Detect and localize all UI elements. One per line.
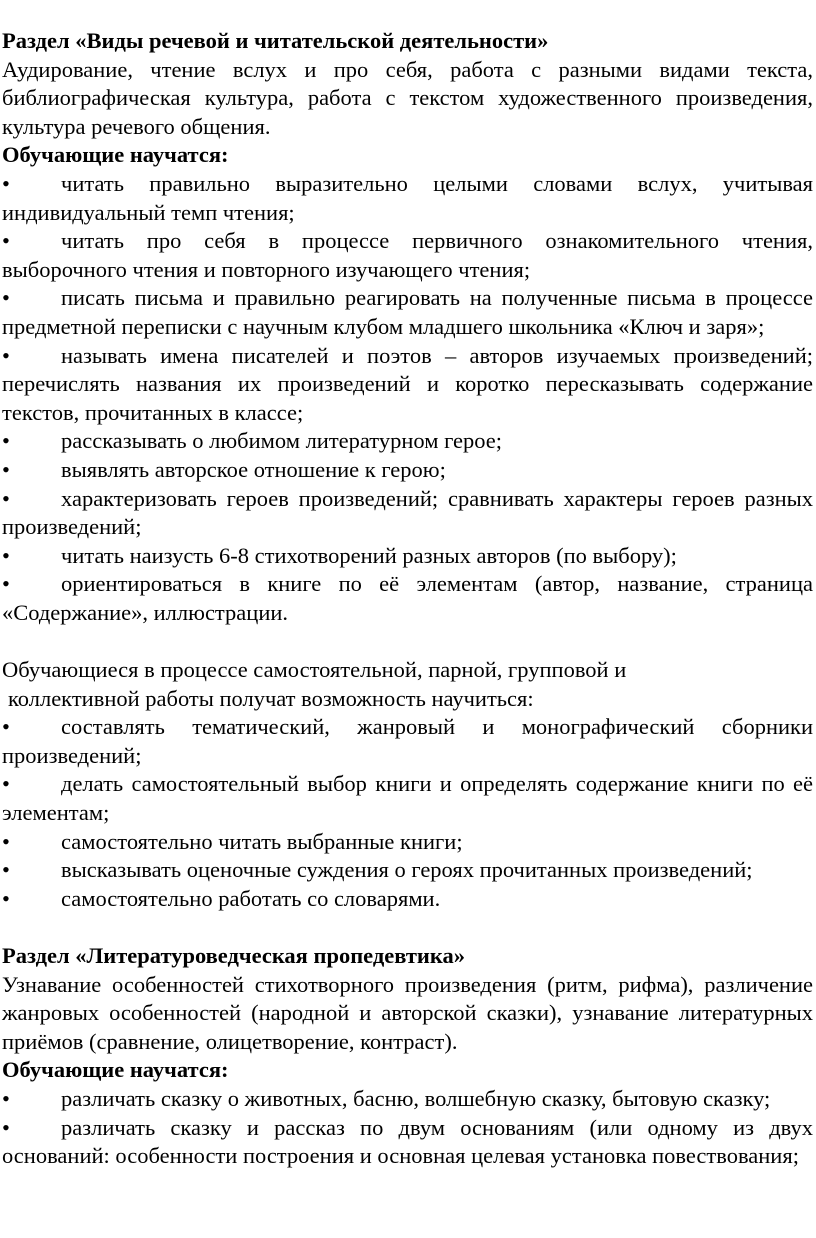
section1-learners-heading: Обучающие научатся: <box>2 142 229 168</box>
list-item: • высказывать оценочные суждения о героях прочитанных произведений; <box>2 856 813 885</box>
list-item: • различать сказку и рассказ по двум основаниям (или одному из двух оснований: особенности построения и основная целевая установка повествования; <box>2 1114 813 1169</box>
section2-learners-heading: Обучающие научатся: <box>2 1057 229 1083</box>
list-item: • читать про себя в процессе первичного ознакомительного чтения, выборочного чтения и повторного изучающего чтения; <box>2 228 813 282</box>
list-item: • самостоятельно работать со словарями. <box>2 885 813 914</box>
section1-intro: Аудирование, чтение вслух и про себя, работа с разными видами текста, библиографическая культура, работа с текстом художественного произведения, культура речевого общения. <box>2 56 813 139</box>
bullet-icon: • <box>2 485 10 511</box>
section2-intro: Узнавание особенностей стихотворного произведения (ритм, рифма), различение жанровых особенностей (народной и авторской сказки), узнавание литературных приёмов (сравнение, олицетворение, контраст). <box>2 971 813 1054</box>
bullet-icon: • <box>2 571 10 597</box>
bullet-icon: • <box>2 1085 10 1111</box>
bullet-icon: • <box>2 771 10 797</box>
bullet-icon: • <box>2 714 10 740</box>
blank-line <box>2 913 813 942</box>
section2-bullet-list <box>2 1085 813 1171</box>
opportunity-bullet-list <box>2 713 813 913</box>
bullet-icon: • <box>2 456 10 482</box>
bullet-icon: • <box>2 342 10 368</box>
bullet-icon: • <box>2 885 10 911</box>
section1-title: Раздел «Виды речевой и читательской деятельности» <box>2 28 549 53</box>
opportunity-intro-line2: коллективной работы получат возможность научиться: <box>8 685 534 711</box>
list-item: • характеризовать героев произведений; сравнивать характеры героев разных произведений; <box>2 485 813 540</box>
list-item: • ориентироваться в книге по её элементам (автор, название, страница «Содержание», иллюстрации. <box>2 571 813 625</box>
bullet-icon: • <box>2 542 10 568</box>
list-item: • выявлять авторское отношение к герою; <box>2 456 813 485</box>
list-item: • читать наизусть 6-8 стихотворений разных авторов (по выбору); <box>2 542 813 571</box>
list-item: • самостоятельно читать выбранные книги; <box>2 828 813 857</box>
section2-title: Раздел «Литературоведческая пропедевтика» <box>2 943 465 968</box>
list-item: • читать правильно выразительно целыми словами вслух, учитывая индивидуальный темп чтения; <box>2 170 813 225</box>
bullet-icon: • <box>2 857 10 883</box>
list-item: • называть имена писателей и поэтов – авторов изучаемых произведений; перечислять названия их произведений и коротко пересказывать содержание текстов, прочитанных в классе; <box>2 342 813 425</box>
bullet-icon: • <box>2 828 10 854</box>
bullet-icon: • <box>2 285 10 311</box>
bullet-icon: • <box>2 170 10 196</box>
list-item: • делать самостоятельный выбор книги и определять содержание книги по её элементам; <box>2 771 813 826</box>
list-item: • писать письма и правильно реагировать на полученные письма в процессе предметной переписки с научным клубом младшего школьника «Ключ и заря»; <box>2 285 813 339</box>
list-item: • составлять тематический, жанровый и монографический сборники произведений; <box>2 714 813 768</box>
bullet-icon: • <box>2 1114 10 1140</box>
blank-line <box>2 627 813 656</box>
opportunity-intro-line1: Обучающиеся в процессе самостоятельной, парной, групповой и <box>2 657 627 683</box>
list-item: • рассказывать о любимом литературном герое; <box>2 427 813 456</box>
bullet-icon: • <box>2 228 10 254</box>
bullet-icon: • <box>2 428 10 454</box>
section1-bullet-list <box>2 170 813 628</box>
list-item: • различать сказку о животных, басню, волшебную сказку, бытовую сказку; <box>2 1085 813 1114</box>
